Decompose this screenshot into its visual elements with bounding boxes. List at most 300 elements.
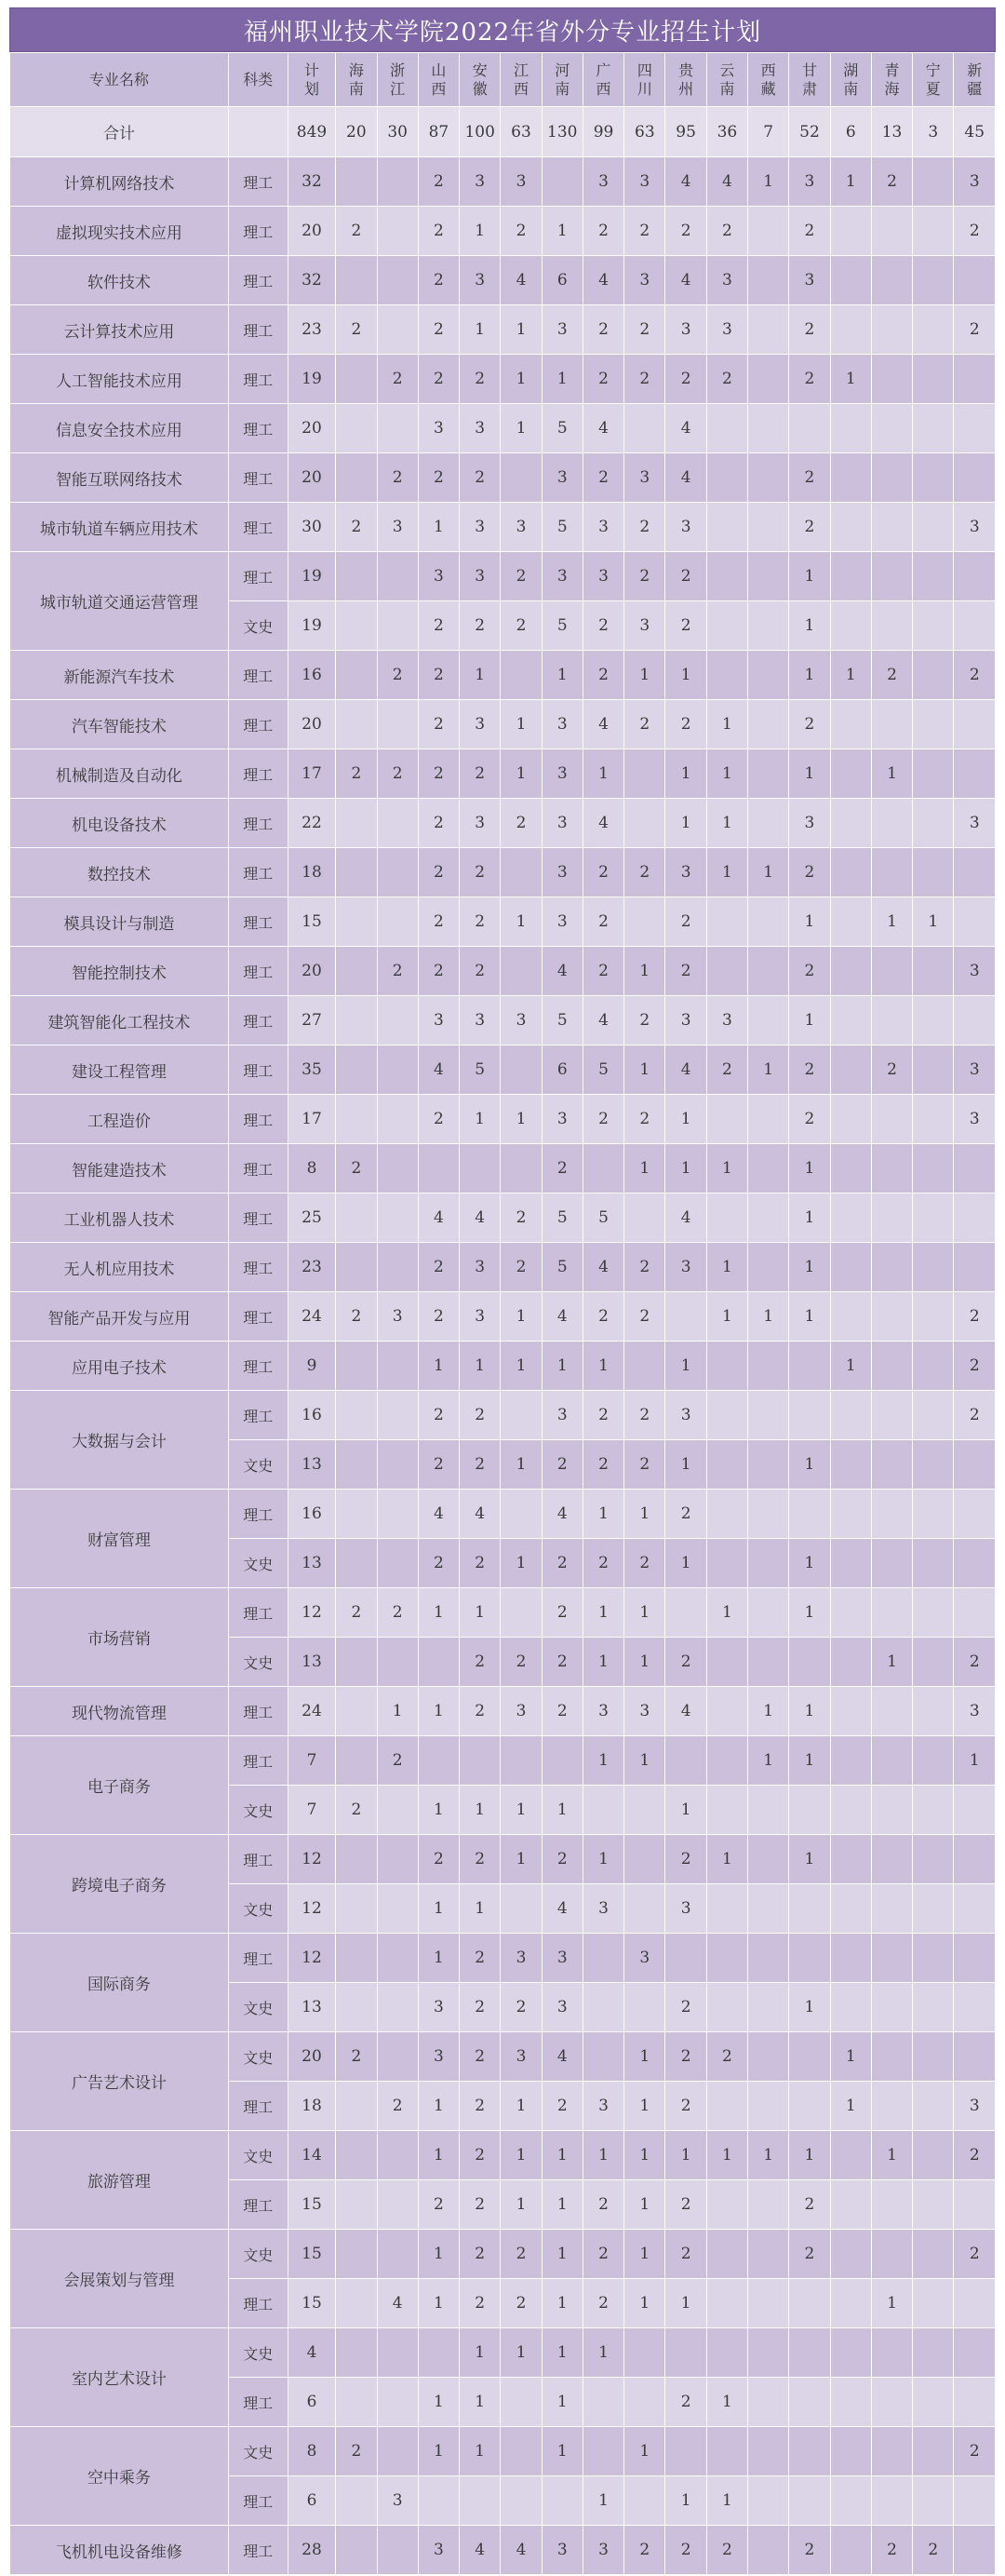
- data-cell: 3: [460, 1243, 501, 1292]
- data-cell: 2: [665, 1835, 706, 1884]
- data-cell: 3: [460, 799, 501, 848]
- data-cell: 1: [706, 700, 747, 749]
- data-cell: [954, 848, 996, 897]
- data-cell: 1: [789, 1835, 830, 1884]
- data-cell: 1: [706, 749, 747, 799]
- data-cell: 2: [501, 601, 542, 651]
- data-cell: [789, 2378, 830, 2427]
- data-cell: 1: [665, 1342, 706, 1391]
- data-cell: 1: [418, 1588, 459, 1638]
- data-cell: 3: [665, 305, 706, 355]
- data-cell: [871, 1588, 912, 1638]
- data-cell: [871, 355, 912, 404]
- data-cell: [871, 2032, 912, 2082]
- total-cell: 7: [748, 107, 789, 157]
- data-cell: [748, 207, 789, 256]
- total-cell: 99: [583, 107, 623, 157]
- data-cell: [954, 2279, 996, 2328]
- data-cell: 3: [583, 2082, 623, 2131]
- data-cell: [913, 1588, 954, 1638]
- header-cell: [418, 53, 459, 107]
- data-cell: [830, 749, 871, 799]
- data-cell: [336, 651, 377, 700]
- major-name: 旅游管理: [10, 2131, 229, 2230]
- data-cell: [706, 1786, 747, 1835]
- data-cell: [871, 2082, 912, 2131]
- data-cell: [377, 799, 418, 848]
- data-cell: 3: [460, 996, 501, 1045]
- data-cell: [624, 404, 665, 453]
- major-name: 市场营销: [10, 1588, 229, 1687]
- table-row: [10, 749, 996, 799]
- data-cell: [336, 1934, 377, 1983]
- data-cell: 1: [624, 2427, 665, 2476]
- data-cell: [377, 1884, 418, 1934]
- data-cell: [789, 1490, 830, 1539]
- data-cell: [336, 1243, 377, 1292]
- data-cell: 4: [583, 404, 623, 453]
- data-cell: 5: [542, 1243, 583, 1292]
- data-cell: 19: [288, 601, 336, 651]
- data-cell: [871, 1934, 912, 1983]
- data-cell: 2: [418, 651, 459, 700]
- data-cell: 2: [789, 947, 830, 996]
- data-cell: 1: [748, 1687, 789, 1736]
- data-cell: [336, 1342, 377, 1391]
- data-cell: 2: [336, 503, 377, 552]
- data-cell: 1: [418, 2378, 459, 2427]
- data-cell: [748, 996, 789, 1045]
- data-cell: 2: [460, 1638, 501, 1687]
- data-cell: 6: [542, 1045, 583, 1095]
- data-cell: [583, 2378, 623, 2427]
- data-cell: 2: [418, 947, 459, 996]
- data-cell: [954, 2032, 996, 2082]
- data-cell: [871, 947, 912, 996]
- data-cell: 1: [665, 799, 706, 848]
- data-cell: [830, 2180, 871, 2230]
- data-cell: [913, 2131, 954, 2180]
- data-cell: 1: [789, 2131, 830, 2180]
- data-cell: [913, 2427, 954, 2476]
- data-cell: [377, 1144, 418, 1194]
- table-row: [10, 2032, 996, 2082]
- subject-cell: 理工: [228, 1194, 288, 1243]
- data-cell: 2: [418, 207, 459, 256]
- data-cell: 15: [288, 897, 336, 947]
- data-cell: [871, 1736, 912, 1786]
- major-name: 空中乘务: [10, 2427, 229, 2526]
- data-cell: 3: [583, 2526, 623, 2575]
- data-cell: [748, 2230, 789, 2279]
- data-cell: [665, 1588, 706, 1638]
- data-cell: 1: [583, 2131, 623, 2180]
- data-cell: [913, 1095, 954, 1144]
- data-cell: [583, 2032, 623, 2082]
- data-cell: [501, 453, 542, 503]
- data-cell: 1: [501, 700, 542, 749]
- data-cell: 2: [624, 1292, 665, 1342]
- data-cell: 2: [542, 1539, 583, 1588]
- data-cell: 13: [288, 1983, 336, 2032]
- data-cell: 2: [665, 601, 706, 651]
- data-cell: [871, 1835, 912, 1884]
- header-cell: [830, 53, 871, 107]
- major-name: 城市轨道交通运营管理: [10, 552, 229, 651]
- data-cell: 3: [624, 157, 665, 207]
- data-cell: 1: [624, 2082, 665, 2131]
- data-cell: 2: [706, 1045, 747, 1095]
- data-cell: [913, 552, 954, 601]
- data-cell: 2: [583, 601, 623, 651]
- data-cell: [706, 1638, 747, 1687]
- major-name: 软件技术: [10, 256, 229, 305]
- data-cell: [706, 897, 747, 947]
- data-cell: [624, 1884, 665, 1934]
- data-cell: [748, 256, 789, 305]
- table-row: [10, 1342, 996, 1391]
- header-cell: [665, 53, 706, 107]
- data-cell: 2: [583, 453, 623, 503]
- data-cell: [789, 1638, 830, 1687]
- subject-cell: 理工: [228, 947, 288, 996]
- data-cell: [913, 1440, 954, 1490]
- data-cell: 3: [542, 2526, 583, 2575]
- data-cell: [913, 1045, 954, 1095]
- data-cell: [954, 1144, 996, 1194]
- data-cell: 2: [460, 2131, 501, 2180]
- data-cell: 4: [665, 157, 706, 207]
- data-cell: 1: [706, 2131, 747, 2180]
- data-cell: 2: [665, 1490, 706, 1539]
- data-cell: 1: [665, 749, 706, 799]
- data-cell: [830, 2427, 871, 2476]
- data-cell: [830, 601, 871, 651]
- data-cell: 2: [460, 2230, 501, 2279]
- data-cell: 2: [460, 453, 501, 503]
- data-cell: 1: [542, 207, 583, 256]
- major-name: 虚拟现实技术应用: [10, 207, 229, 256]
- data-cell: 2: [418, 157, 459, 207]
- data-cell: [706, 453, 747, 503]
- data-cell: [624, 1194, 665, 1243]
- data-cell: 25: [288, 1194, 336, 1243]
- data-cell: 2: [583, 1440, 623, 1490]
- data-cell: 2: [624, 207, 665, 256]
- data-cell: 3: [706, 256, 747, 305]
- data-cell: 2: [501, 1194, 542, 1243]
- data-cell: 2: [954, 305, 996, 355]
- subject-cell: 文史: [228, 2032, 288, 2082]
- data-cell: 3: [460, 503, 501, 552]
- data-cell: [913, 1934, 954, 1983]
- data-cell: 3: [501, 503, 542, 552]
- data-cell: 2: [789, 453, 830, 503]
- data-cell: 2: [583, 2180, 623, 2230]
- data-cell: [377, 897, 418, 947]
- data-cell: 12: [288, 1588, 336, 1638]
- data-cell: 2: [418, 1292, 459, 1342]
- data-cell: 1: [871, 897, 912, 947]
- table-row: [10, 1194, 996, 1243]
- data-cell: 2: [583, 355, 623, 404]
- header-cell: [624, 53, 665, 107]
- data-cell: 2: [624, 2526, 665, 2575]
- total-cell: 95: [665, 107, 706, 157]
- data-cell: 2: [665, 2378, 706, 2427]
- data-cell: 1: [583, 1736, 623, 1786]
- data-cell: [336, 1884, 377, 1934]
- total-cell: 6: [830, 107, 871, 157]
- data-cell: [377, 1095, 418, 1144]
- data-cell: 2: [789, 2230, 830, 2279]
- header-cell: [583, 53, 623, 107]
- header-cell: [501, 53, 542, 107]
- data-cell: [377, 404, 418, 453]
- data-cell: [913, 1539, 954, 1588]
- data-cell: [377, 1539, 418, 1588]
- data-cell: 2: [624, 996, 665, 1045]
- data-cell: 4: [460, 1194, 501, 1243]
- table-row: [10, 1490, 996, 1539]
- data-cell: 1: [583, 2328, 623, 2378]
- data-cell: [830, 2526, 871, 2575]
- data-cell: [954, 601, 996, 651]
- data-cell: 1: [460, 207, 501, 256]
- subject-cell: 理工: [228, 700, 288, 749]
- data-cell: 1: [871, 2131, 912, 2180]
- data-cell: 1: [665, 1095, 706, 1144]
- data-cell: [871, 552, 912, 601]
- major-name: 智能建造技术: [10, 1144, 229, 1194]
- data-cell: [954, 256, 996, 305]
- data-cell: [377, 2230, 418, 2279]
- data-cell: [748, 947, 789, 996]
- data-cell: [871, 996, 912, 1045]
- data-cell: 1: [830, 1342, 871, 1391]
- data-cell: 2: [542, 2082, 583, 2131]
- data-cell: [913, 1835, 954, 1884]
- table-row: [10, 305, 996, 355]
- header-cell: [748, 53, 789, 107]
- data-cell: [789, 1934, 830, 1983]
- data-cell: [336, 2230, 377, 2279]
- data-cell: [748, 1144, 789, 1194]
- subject-cell: 文史: [228, 1440, 288, 1490]
- data-cell: [789, 1342, 830, 1391]
- major-name: 工程造价: [10, 1095, 229, 1144]
- data-cell: [954, 552, 996, 601]
- data-cell: 3: [418, 1983, 459, 2032]
- data-cell: [830, 1687, 871, 1736]
- data-cell: [501, 1391, 542, 1440]
- data-cell: 2: [460, 897, 501, 947]
- data-cell: 3: [460, 256, 501, 305]
- data-cell: 3: [789, 157, 830, 207]
- data-cell: [377, 2427, 418, 2476]
- data-cell: 19: [288, 552, 336, 601]
- data-cell: [830, 1539, 871, 1588]
- subject-cell: 理工: [228, 1095, 288, 1144]
- data-cell: [377, 256, 418, 305]
- data-cell: 1: [789, 552, 830, 601]
- header-cell: [913, 53, 954, 107]
- data-cell: 1: [665, 2476, 706, 2526]
- subject-cell: 理工: [228, 1490, 288, 1539]
- data-cell: 1: [871, 1638, 912, 1687]
- data-cell: 1: [954, 1736, 996, 1786]
- subject-cell: 文史: [228, 1884, 288, 1934]
- data-cell: [913, 1342, 954, 1391]
- data-cell: 2: [789, 1045, 830, 1095]
- major-name: 飞机机电设备维修: [10, 2526, 229, 2575]
- header-label: 安徽: [472, 61, 488, 98]
- data-cell: [913, 2279, 954, 2328]
- data-cell: [913, 2476, 954, 2526]
- data-cell: 1: [624, 947, 665, 996]
- major-name: 数控技术: [10, 848, 229, 897]
- data-cell: [830, 1440, 871, 1490]
- data-cell: 1: [871, 2279, 912, 2328]
- data-cell: [706, 1440, 747, 1490]
- data-cell: 4: [460, 2526, 501, 2575]
- data-cell: 1: [460, 305, 501, 355]
- data-cell: [748, 1588, 789, 1638]
- data-cell: 2: [460, 1934, 501, 1983]
- data-cell: [377, 1391, 418, 1440]
- subject-cell: 文史: [228, 601, 288, 651]
- data-cell: 1: [501, 404, 542, 453]
- data-cell: 2: [460, 1835, 501, 1884]
- table-body: [10, 53, 996, 2575]
- table-row: [10, 1934, 996, 1983]
- data-cell: 1: [460, 1342, 501, 1391]
- data-cell: [871, 2378, 912, 2427]
- data-cell: 3: [954, 947, 996, 996]
- data-cell: 3: [624, 601, 665, 651]
- data-cell: 3: [501, 2032, 542, 2082]
- data-cell: 13: [288, 1539, 336, 1588]
- data-cell: 1: [789, 996, 830, 1045]
- data-cell: 2: [583, 848, 623, 897]
- data-cell: 3: [624, 256, 665, 305]
- data-cell: 2: [665, 947, 706, 996]
- data-cell: 1: [501, 355, 542, 404]
- data-cell: [789, 2082, 830, 2131]
- data-cell: [706, 503, 747, 552]
- data-cell: 2: [542, 1687, 583, 1736]
- data-cell: 2: [624, 848, 665, 897]
- data-cell: [913, 404, 954, 453]
- total-cell: 130: [542, 107, 583, 157]
- total-cell: 849: [288, 107, 336, 157]
- data-cell: 1: [542, 2131, 583, 2180]
- total-label: 合计: [10, 107, 229, 157]
- data-cell: 2: [624, 1095, 665, 1144]
- data-cell: [871, 1292, 912, 1342]
- data-cell: [830, 1045, 871, 1095]
- data-cell: 4: [288, 2328, 336, 2378]
- data-cell: 4: [418, 1045, 459, 1095]
- data-cell: 5: [583, 1045, 623, 1095]
- subject-cell: 理工: [228, 1391, 288, 1440]
- data-cell: [624, 1983, 665, 2032]
- table-row: [10, 404, 996, 453]
- total-subject-cell: [228, 107, 288, 157]
- data-cell: [377, 2180, 418, 2230]
- data-cell: [871, 848, 912, 897]
- data-cell: [748, 2082, 789, 2131]
- data-cell: [830, 1144, 871, 1194]
- data-cell: 1: [542, 2180, 583, 2230]
- table-row: [10, 1095, 996, 1144]
- data-cell: 2: [665, 2526, 706, 2575]
- major-name: 人工智能技术应用: [10, 355, 229, 404]
- major-name: 机械制造及自动化: [10, 749, 229, 799]
- data-cell: 1: [583, 1490, 623, 1539]
- data-cell: 4: [706, 157, 747, 207]
- data-cell: 3: [460, 157, 501, 207]
- data-cell: 1: [501, 749, 542, 799]
- data-cell: 2: [583, 2279, 623, 2328]
- data-cell: [336, 1539, 377, 1588]
- data-cell: 2: [460, 2279, 501, 2328]
- data-cell: [748, 1194, 789, 1243]
- data-cell: 2: [377, 947, 418, 996]
- data-cell: 2: [418, 2180, 459, 2230]
- data-cell: 2: [460, 355, 501, 404]
- data-cell: [830, 1292, 871, 1342]
- data-cell: 2: [706, 207, 747, 256]
- data-cell: 1: [830, 2032, 871, 2082]
- data-cell: 1: [501, 2131, 542, 2180]
- data-cell: 1: [789, 1687, 830, 1736]
- data-cell: [954, 1588, 996, 1638]
- major-name: 信息安全技术应用: [10, 404, 229, 453]
- data-cell: [624, 1786, 665, 1835]
- table-row: [10, 2230, 996, 2279]
- data-cell: 3: [501, 157, 542, 207]
- subject-cell: 理工: [228, 503, 288, 552]
- data-cell: 1: [418, 1884, 459, 1934]
- data-cell: [954, 1243, 996, 1292]
- data-cell: 4: [583, 1243, 623, 1292]
- subject-cell: 理工: [228, 355, 288, 404]
- data-cell: [706, 1095, 747, 1144]
- data-cell: 3: [583, 157, 623, 207]
- data-cell: [830, 1391, 871, 1440]
- header-label: 山西: [431, 61, 447, 98]
- data-cell: 20: [288, 404, 336, 453]
- data-cell: 1: [460, 651, 501, 700]
- data-cell: 1: [789, 1243, 830, 1292]
- data-cell: 2: [460, 749, 501, 799]
- data-cell: [501, 1736, 542, 1786]
- major-name: 国际商务: [10, 1934, 229, 2032]
- data-cell: 2: [871, 157, 912, 207]
- data-cell: 1: [789, 1539, 830, 1588]
- data-cell: 1: [665, 651, 706, 700]
- data-cell: [871, 256, 912, 305]
- data-cell: 2: [706, 2526, 747, 2575]
- data-cell: 2: [954, 2131, 996, 2180]
- data-cell: [377, 1786, 418, 1835]
- data-cell: 3: [542, 552, 583, 601]
- data-cell: [830, 2279, 871, 2328]
- data-cell: [830, 1835, 871, 1884]
- data-cell: [789, 2328, 830, 2378]
- data-cell: 1: [542, 355, 583, 404]
